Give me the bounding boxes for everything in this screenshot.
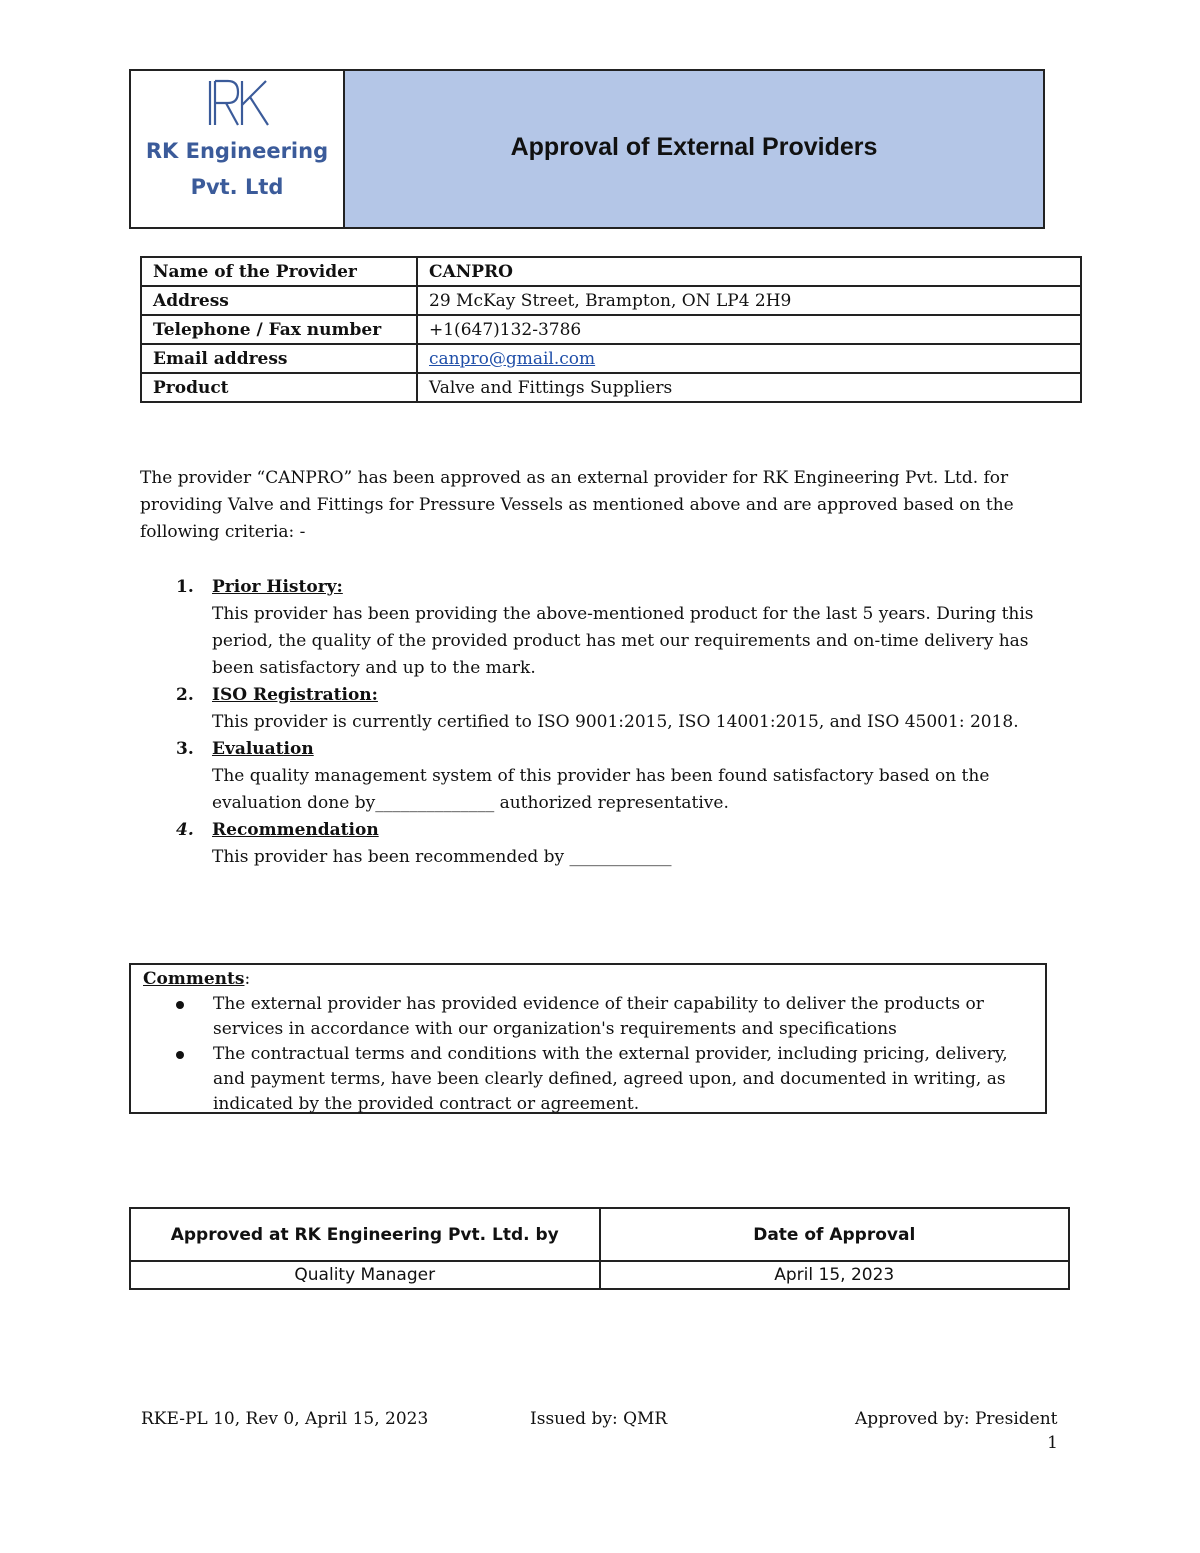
list-number: 1. xyxy=(176,577,194,597)
footer-approved-by: Approved by: President xyxy=(855,1409,1058,1429)
email-link[interactable]: canpro@gmail.com xyxy=(429,348,596,369)
approved-by-value: Quality Manager xyxy=(130,1261,600,1289)
table-row xyxy=(130,1261,1069,1289)
criteria-list xyxy=(176,574,1056,871)
logo-cell xyxy=(131,71,345,227)
bullet-icon xyxy=(176,1001,184,1009)
company-name xyxy=(146,133,328,205)
product-value: Valve and Fittings Suppliers xyxy=(417,373,1081,402)
footer-issued-by: Issued by: QMR xyxy=(530,1409,668,1429)
document-title: Approval of External Providers xyxy=(510,132,878,161)
comments-heading xyxy=(143,967,1033,992)
rk-logo-icon xyxy=(202,75,272,131)
date-header: Date of Approval xyxy=(600,1208,1070,1261)
list-number: 3. xyxy=(176,739,194,759)
criteria-heading: Recommendation xyxy=(212,820,379,840)
address-label: Address xyxy=(141,286,417,315)
email-label: Email address xyxy=(141,344,417,373)
list-number: 4. xyxy=(176,820,194,840)
list-item xyxy=(143,1042,1033,1117)
email-cell xyxy=(417,344,1081,373)
comments-box xyxy=(129,963,1047,1114)
approved-by-header: Approved at RK Engineering Pvt. Ltd. by xyxy=(130,1208,600,1261)
provider-name-label: Name of the Provider xyxy=(141,257,417,286)
list-item xyxy=(176,817,1056,871)
table-row xyxy=(141,286,1081,315)
product-label: Product xyxy=(141,373,417,402)
table-row xyxy=(130,1208,1069,1261)
criteria-text: This provider has been recommended by ____________ xyxy=(212,847,672,867)
criteria-text: This provider has been providing the above-mentioned product for the last 5 years. During this period, the quality of the provided product has met our requirements and on-time delivery has been satisfactory and up to the mark. xyxy=(212,604,1034,678)
table-row xyxy=(141,344,1081,373)
comment-text: The contractual terms and conditions with the external provider, including pricing, delivery, and payment terms, have been clearly defined, agreed upon, and documented in writing, as indicated by the provided contract or agreement. xyxy=(213,1044,1008,1114)
list-number: 2. xyxy=(176,685,194,705)
table-row xyxy=(141,315,1081,344)
list-item xyxy=(176,574,1056,682)
list-item xyxy=(176,682,1056,736)
comments-title: Comments xyxy=(143,969,245,989)
company-name-line1: RK Engineering xyxy=(145,139,329,163)
criteria-heading: ISO Registration: xyxy=(212,685,378,705)
address-value: 29 McKay Street, Brampton, ON LP4 2H9 xyxy=(417,286,1081,315)
criteria-heading: Evaluation xyxy=(212,739,314,759)
table-row xyxy=(141,257,1081,286)
criteria-text: The quality management system of this provider has been found satisfactory based on the evaluation done by______________ authorized representative. xyxy=(212,766,990,813)
criteria-text: This provider is currently certified to ISO 9001:2015, ISO 14001:2015, and ISO 45001: 2018. xyxy=(212,712,1019,732)
document-header xyxy=(129,69,1045,229)
title-cell xyxy=(345,71,1043,227)
approval-table xyxy=(129,1207,1070,1290)
table-row xyxy=(141,373,1081,402)
provider-name-value: CANPRO xyxy=(417,257,1081,286)
intro-paragraph: The provider “CANPRO” has been approved as an external provider for RK Engineering Pvt. Ltd. for providing Valve and Fittings for Pressure Vessels as mentioned above and are approved based on the following criteria: - xyxy=(140,468,1014,542)
phone-label: Telephone / Fax number xyxy=(141,315,417,344)
company-name-line2: Pvt. Ltd xyxy=(190,175,284,199)
criteria-heading: Prior History: xyxy=(212,577,343,597)
list-item xyxy=(176,736,1056,817)
comments-title-colon: : xyxy=(244,969,251,989)
page-number: 1 xyxy=(1047,1433,1058,1453)
bullet-icon xyxy=(176,1051,184,1059)
provider-info-table xyxy=(140,256,1082,403)
list-item xyxy=(143,992,1033,1042)
comments-list xyxy=(143,992,1033,1117)
footer-doc-ref: RKE-PL 10, Rev 0, April 15, 2023 xyxy=(141,1409,429,1429)
phone-value: +1(647)132-3786 xyxy=(417,315,1081,344)
comment-text: The external provider has provided evidence of their capability to deliver the products or services in accordance with our organization's requirements and specifications xyxy=(213,994,984,1039)
date-value: April 15, 2023 xyxy=(600,1261,1070,1289)
